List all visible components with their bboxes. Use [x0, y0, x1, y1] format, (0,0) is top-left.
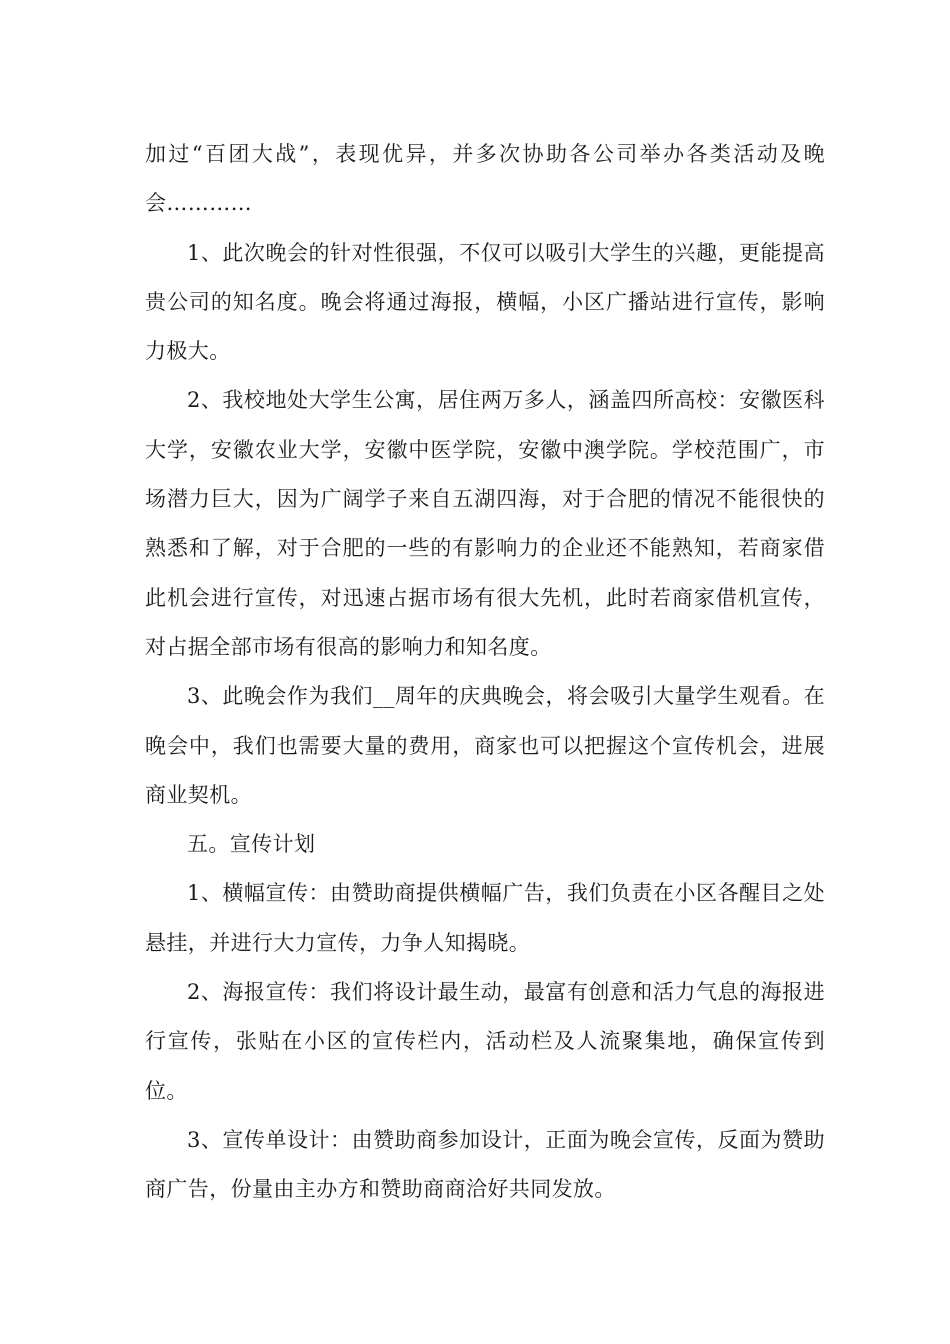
- paragraph-continuation: 加过“百团大战”，表现优异，并多次协助各公司举办各类活动及晚会…………: [145, 142, 825, 216]
- paragraph-point-1: 1、此次晚会的针对性很强，不仅可以吸引大学生的兴趣，更能提高贵公司的知名度。晚会将通过海报，横幅，小区广播站进行宣传，影响力极大。: [145, 240, 825, 364]
- paragraph-banner-publicity: 1、横幅宣传：由赞助商提供横幅广告，我们负责在小区各醒目之处悬挂，并进行大力宣传，力争人知揭晓。: [145, 881, 825, 955]
- paragraph-flyer-design: 3、宣传单设计：由赞助商参加设计，正面为晚会宣传，反面为赞助商广告，份量由主办方和赞助商商洽好共同发放。: [145, 1127, 825, 1202]
- paragraph-point-3: 3、此晚会作为我们__周年的庆典晚会，将会吸引大量学生观看。在晚会中，我们也需要大量的费用，商家也可以把握这个宣传机会，进展商业契机。: [145, 684, 825, 807]
- section-heading-publicity-plan: 五。宣传计划: [187, 832, 316, 857]
- document-body: [145, 130, 825, 1215]
- paragraph-poster-publicity: 2、海报宣传：我们将设计最生动，最富有创意和活力气息的海报进行宣传，张贴在小区的宣传栏内，活动栏及人流聚集地，确保宣传到位。: [145, 980, 825, 1103]
- paragraph-point-2: 2、我校地处大学生公寓，居住两万多人，涵盖四所高校：安徽医科大学，安徽农业大学，安徽中医学院，安徽中澳学院。学校范围广，市场潜力巨大，因为广阔学子来自五湖四海，对于合肥的情况不能很快的熟悉和了解，对于合肥的一些的有影响力的企业还不能熟知，若商家借此机会进行宣传，对迅速占据市场有很大先机，此时若商家借机宣传，对占据全部市场有很高的影响力和知名度。: [145, 388, 825, 659]
